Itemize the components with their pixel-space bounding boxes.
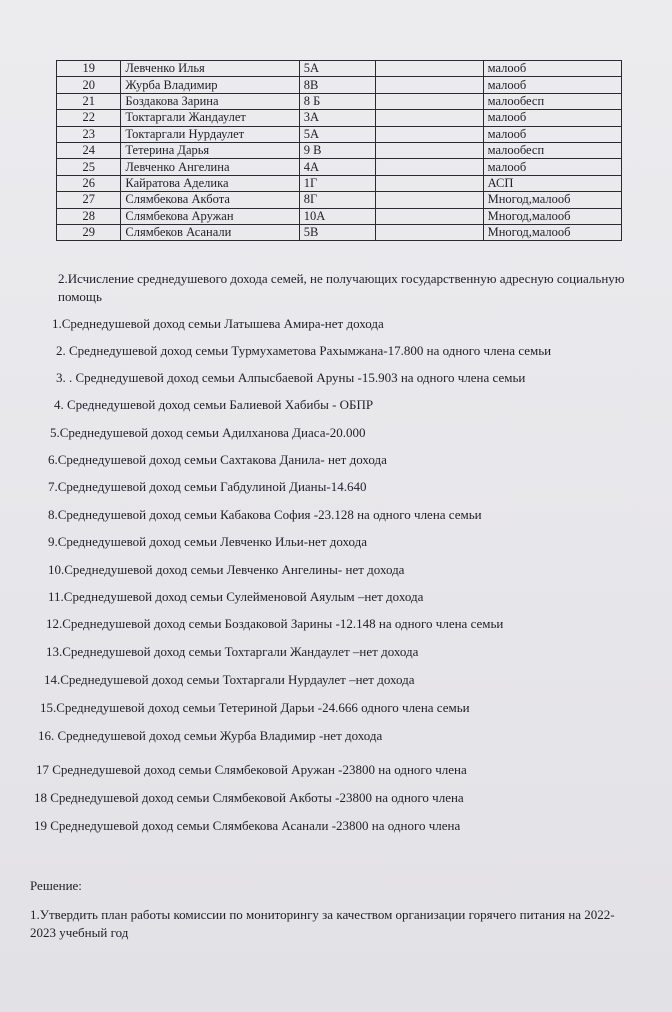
student-class: 8Г [299,192,375,208]
income-item: 16. Среднедушевой доход семьи Журба Владимир -нет дохода [38,728,383,743]
row-number: 25 [57,159,121,175]
family-status: малооб [483,61,621,77]
income-item: 12.Среднедушевой доход семьи Боздаковой Зарины -12.148 на одного члена семьи [46,616,504,631]
student-name: Токтаргали Жандаулет [121,110,299,126]
family-status: малооб [483,126,621,142]
family-status: малооб [483,159,621,175]
student-name: Слямбеков Асанали [121,224,299,240]
row-number: 23 [57,126,121,142]
income-item: 11.Среднедушевой доход семьи Сулейменовой Аяулым –нет дохода [48,589,424,604]
table-row [57,192,622,208]
income-item: 7.Среднедушевой доход семьи Габдулиной Дианы-14.640 [48,479,367,494]
decision-label: Решение: [30,878,82,893]
row-number: 24 [57,142,121,158]
table-row [57,159,622,175]
table-row [57,208,622,224]
students-table [56,60,622,241]
income-item: 9.Среднедушевой доход семьи Левченко Ильи-нет дохода [48,534,368,549]
empty-cell [376,192,484,208]
student-name: Боздакова Зарина [121,93,299,109]
student-class: 1Г [299,175,375,191]
table-row [57,142,622,158]
income-item: 6.Среднедушевой доход семьи Сахтакова Данила- нет дохода [48,452,387,467]
family-status: малооб [483,110,621,126]
row-number: 27 [57,192,121,208]
income-item: 19 Среднедушевой доход семьи Слямбекова Асанали -23800 на одного члена [34,818,461,833]
empty-cell [376,224,484,240]
family-status: малообесп [483,142,621,158]
income-item: 18 Среднедушевой доход семьи Слямбековой Акботы -23800 на одного члена [34,790,464,805]
row-number: 22 [57,110,121,126]
decision-text: 1.Утвердить план работы комиссии по мониторингу за качеством организации горячего питания на 2022-2023 учебный год [30,907,615,940]
section-2-heading: 2.Исчисление среднедушевого дохода семей, не получающих государственную адресную социальную помощь [58,271,625,304]
empty-cell [376,61,484,77]
empty-cell [376,77,484,93]
student-name: Токтаргали Нурдаулет [121,126,299,142]
income-item: 5.Среднедушевой доход семьи Адилханова Диаса-20.000 [50,425,366,440]
income-item: 15.Среднедушевой доход семьи Тетериной Дарьи -24.666 одного члена семьи [40,700,470,715]
income-item: 10.Среднедушевой доход семьи Левченко Ангелины- нет дохода [48,562,405,577]
family-status: малообесп [483,93,621,109]
income-item: 13.Среднедушевой доход семьи Тохтаргали Жандаулет –нет дохода [46,644,419,659]
empty-cell [376,126,484,142]
row-number: 19 [57,61,121,77]
income-item: 2. Среднедушевой доход семьи Турмухаметова Рахымжана-17.800 на одного члена семьи [56,343,552,358]
student-class: 5А [299,126,375,142]
students-table-body [57,61,622,241]
family-status: Многод,малооб [483,224,621,240]
student-class: 10А [299,208,375,224]
empty-cell [376,175,484,191]
student-name: Кайратова Аделика [121,175,299,191]
student-class: 8 Б [299,93,375,109]
student-class: 9 В [299,142,375,158]
empty-cell [376,142,484,158]
student-class: 5В [299,224,375,240]
student-name: Журба Владимир [121,77,299,93]
student-class: 4А [299,159,375,175]
empty-cell [376,110,484,126]
family-status: Многод,малооб [483,208,621,224]
student-class: 8В [299,77,375,93]
student-class: 5А [299,61,375,77]
table-row [57,77,622,93]
row-number: 20 [57,77,121,93]
income-item: 1.Среднедушевой доход семьи Латышева Амира-нет дохода [52,316,384,331]
student-class: 3А [299,110,375,126]
table-row [57,224,622,240]
student-name: Левченко Илья [121,61,299,77]
family-status: АСП [483,175,621,191]
row-number: 28 [57,208,121,224]
row-number: 21 [57,93,121,109]
student-name: Левченко Ангелина [121,159,299,175]
table-row [57,175,622,191]
income-item: 4. Среднедушевой доход семьи Балиевой Хабибы - ОБПР [54,397,374,412]
row-number: 29 [57,224,121,240]
table-row [57,93,622,109]
row-number: 26 [57,175,121,191]
income-item: 14.Среднедушевой доход семьи Тохтаргали Нурдаулет –нет дохода [44,672,415,687]
empty-cell [376,93,484,109]
student-name: Слямбекова Аружан [121,208,299,224]
student-name: Слямбекова Акбота [121,192,299,208]
table-row [57,126,622,142]
empty-cell [376,208,484,224]
empty-cell [376,159,484,175]
student-name: Тетерина Дарья [121,142,299,158]
income-item: 8.Среднедушевой доход семьи Кабакова София -23.128 на одного члена семьи [48,507,482,522]
income-item: 17 Среднедушевой доход семьи Слямбековой Аружан -23800 на одного члена [36,762,467,777]
table-row [57,61,622,77]
family-status: Многод,малооб [483,192,621,208]
table-row [57,110,622,126]
family-status: малооб [483,77,621,93]
income-item: 3. . Среднедушевой доход семьи Алпысбаевой Аруны -15.903 на одного члена семьи [56,370,526,385]
